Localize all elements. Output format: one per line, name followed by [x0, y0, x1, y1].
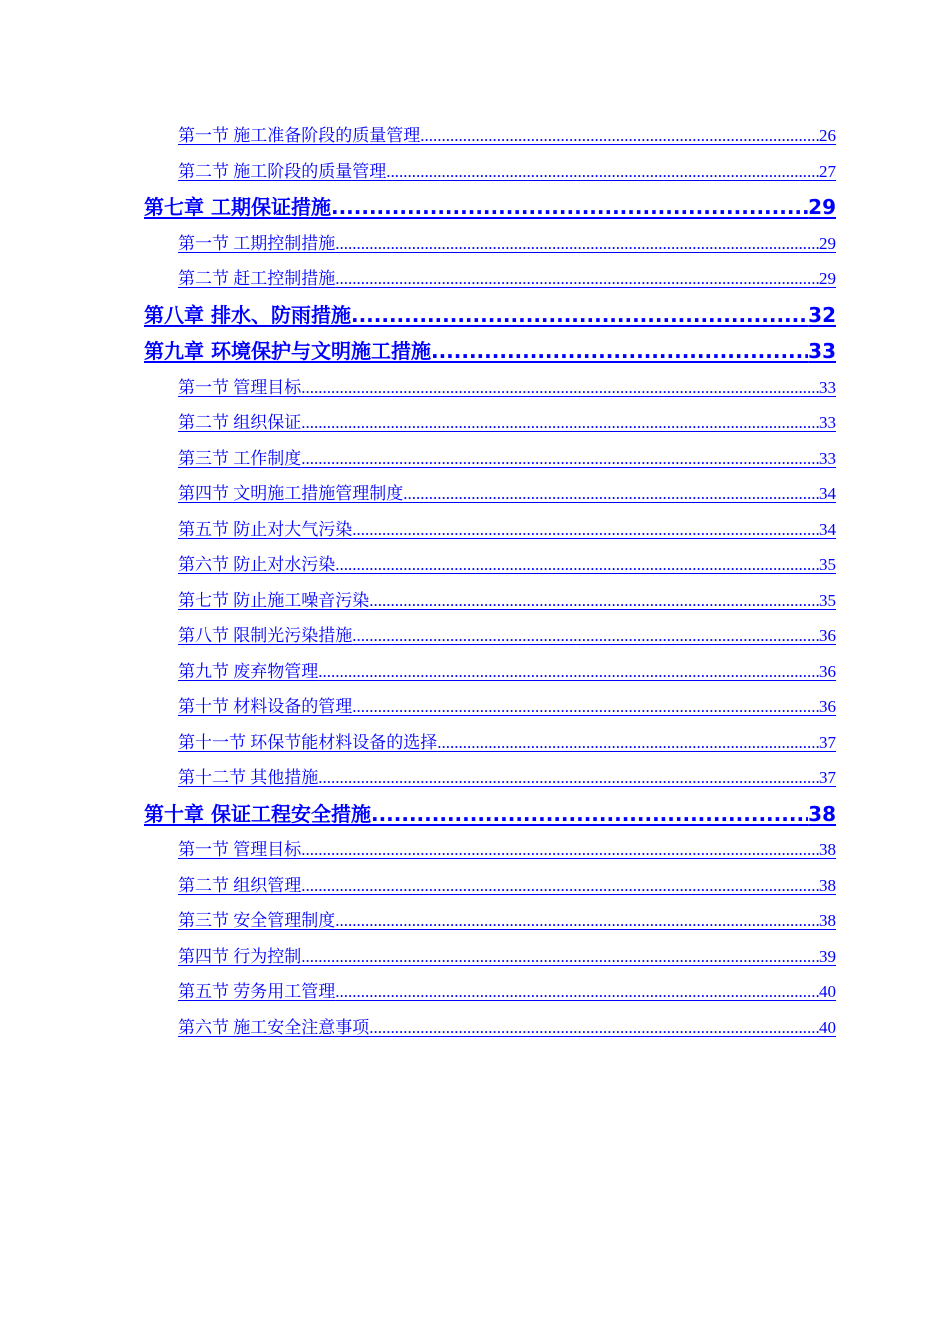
toc-entry-chapter[interactable] [144, 189, 836, 226]
toc-entry-section[interactable] [178, 226, 836, 262]
dot-leader [431, 333, 808, 370]
toc-entry-section[interactable] [178, 441, 836, 477]
toc-entry-title: 第十一节 环保节能材料设备的选择 [178, 732, 438, 752]
toc-entry-title: 第一节 施工准备阶段的质量管理 [178, 126, 421, 145]
toc-entry-chapter[interactable] [144, 796, 836, 833]
toc-entry-title: 第三节 工作制度 [178, 448, 302, 468]
toc-entry-title: 第七节 防止施工噪音污染 [178, 590, 370, 610]
toc-entry-section[interactable] [178, 118, 836, 154]
dot-leader [301, 939, 819, 975]
toc-entry-page: 29 [819, 269, 836, 288]
toc-entry-page: 33 [808, 339, 836, 363]
toc-entry-page: 38 [819, 840, 836, 859]
toc-entry-title: 第八章 排水、防雨措施 [144, 302, 351, 327]
toc-entry-section[interactable] [178, 261, 836, 297]
toc-entry-section[interactable] [178, 547, 836, 583]
toc-entry-title: 第七章 工期保证措施 [144, 195, 331, 219]
toc-entry-title: 第五节 劳务用工管理 [178, 982, 336, 1001]
toc-entry-page: 37 [819, 732, 836, 752]
toc-entry-section[interactable] [178, 405, 836, 441]
dot-leader [301, 370, 819, 406]
toc-entry-section[interactable] [178, 1010, 836, 1046]
toc-entry-title: 第九章 环境保护与文明施工措施 [144, 339, 431, 363]
toc-entry-page: 36 [819, 697, 836, 716]
toc-entry-page: 33 [819, 377, 836, 397]
dot-leader [386, 154, 819, 190]
dot-leader [371, 796, 808, 833]
toc-entry-title: 第八节 限制光污染措施 [178, 626, 353, 645]
dot-leader [335, 903, 819, 939]
toc-entry-title: 第二节 组织保证 [178, 413, 302, 432]
dot-leader [318, 654, 819, 690]
toc-entry-title: 第十节 材料设备的管理 [178, 697, 353, 716]
toc-entry-page: 35 [819, 590, 836, 610]
toc-entry-page: 29 [819, 233, 836, 253]
toc-entry-title: 第二节 组织管理 [178, 875, 302, 895]
toc-entry-title: 第三节 安全管理制度 [178, 911, 336, 930]
toc-entry-title: 第十二节 其他措施 [178, 768, 319, 787]
toc-entry-chapter[interactable] [144, 333, 836, 370]
toc-entry-section[interactable] [178, 868, 836, 904]
toc-entry-page: 38 [819, 875, 836, 895]
toc-entry-title: 第九节 废弃物管理 [178, 661, 319, 681]
dot-leader [301, 832, 819, 868]
toc-entry-section[interactable] [178, 903, 836, 939]
dot-leader [331, 189, 808, 226]
dot-leader [301, 868, 819, 904]
toc-entry-page: 39 [819, 946, 836, 966]
dot-leader [369, 583, 819, 619]
dot-leader [352, 618, 819, 654]
dot-leader [301, 441, 819, 477]
toc-entry-section[interactable] [178, 618, 836, 654]
toc-entry-section[interactable] [178, 370, 836, 406]
table-of-contents [0, 118, 950, 1045]
toc-entry-title: 第六节 施工安全注意事项 [178, 1017, 370, 1037]
dot-leader [318, 760, 819, 796]
toc-entry-section[interactable] [178, 654, 836, 690]
dot-leader [437, 725, 819, 761]
toc-entry-page: 33 [819, 448, 836, 468]
toc-entry-page: 36 [819, 626, 836, 645]
toc-entry-section[interactable] [178, 760, 836, 796]
dot-leader [420, 118, 819, 154]
toc-entry-page: 29 [808, 195, 836, 219]
dot-leader [335, 261, 819, 297]
toc-entry-section[interactable] [178, 725, 836, 761]
dot-leader [335, 974, 819, 1010]
toc-entry-title: 第一节 管理目标 [178, 377, 302, 397]
toc-entry-section[interactable] [178, 476, 836, 512]
toc-entry-title: 第一节 管理目标 [178, 840, 302, 859]
dot-leader [352, 689, 819, 725]
toc-entry-page: 33 [819, 413, 836, 432]
toc-entry-title: 第五节 防止对大气污染 [178, 519, 353, 539]
dot-leader [335, 547, 819, 583]
dot-leader [301, 405, 819, 441]
toc-entry-title: 第一节 工期控制措施 [178, 233, 336, 253]
toc-entry-page: 34 [819, 519, 836, 539]
toc-entry-page: 34 [819, 484, 836, 503]
toc-entry-title: 第二节 施工阶段的质量管理 [178, 161, 387, 181]
toc-entry-title: 第四节 文明施工措施管理制度 [178, 484, 404, 503]
toc-entry-section[interactable] [178, 512, 836, 548]
toc-entry-chapter[interactable] [144, 297, 836, 334]
toc-entry-section[interactable] [178, 832, 836, 868]
dot-leader [335, 226, 819, 262]
toc-entry-page: 40 [819, 1017, 836, 1037]
toc-entry-title: 第二节 赶工控制措施 [178, 269, 336, 288]
toc-entry-page: 26 [819, 126, 836, 145]
dot-leader [369, 1010, 819, 1046]
toc-entry-section[interactable] [178, 939, 836, 975]
toc-entry-page: 27 [819, 161, 836, 181]
toc-entry-page: 37 [819, 768, 836, 787]
toc-entry-title: 第四节 行为控制 [178, 946, 302, 966]
toc-entry-section[interactable] [178, 689, 836, 725]
dot-leader [351, 297, 808, 334]
toc-entry-page: 38 [808, 801, 836, 826]
toc-entry-page: 32 [808, 302, 836, 327]
toc-entry-page: 38 [819, 911, 836, 930]
toc-entry-page: 36 [819, 661, 836, 681]
dot-leader [403, 476, 819, 512]
toc-entry-title: 第六节 防止对水污染 [178, 555, 336, 574]
toc-entry-title: 第十章 保证工程安全措施 [144, 801, 371, 826]
toc-entry-section[interactable] [178, 154, 836, 190]
toc-entry-page: 40 [819, 982, 836, 1001]
dot-leader [352, 512, 819, 548]
toc-entry-section[interactable] [178, 583, 836, 619]
toc-entry-section[interactable] [178, 974, 836, 1010]
toc-entry-page: 35 [819, 555, 836, 574]
